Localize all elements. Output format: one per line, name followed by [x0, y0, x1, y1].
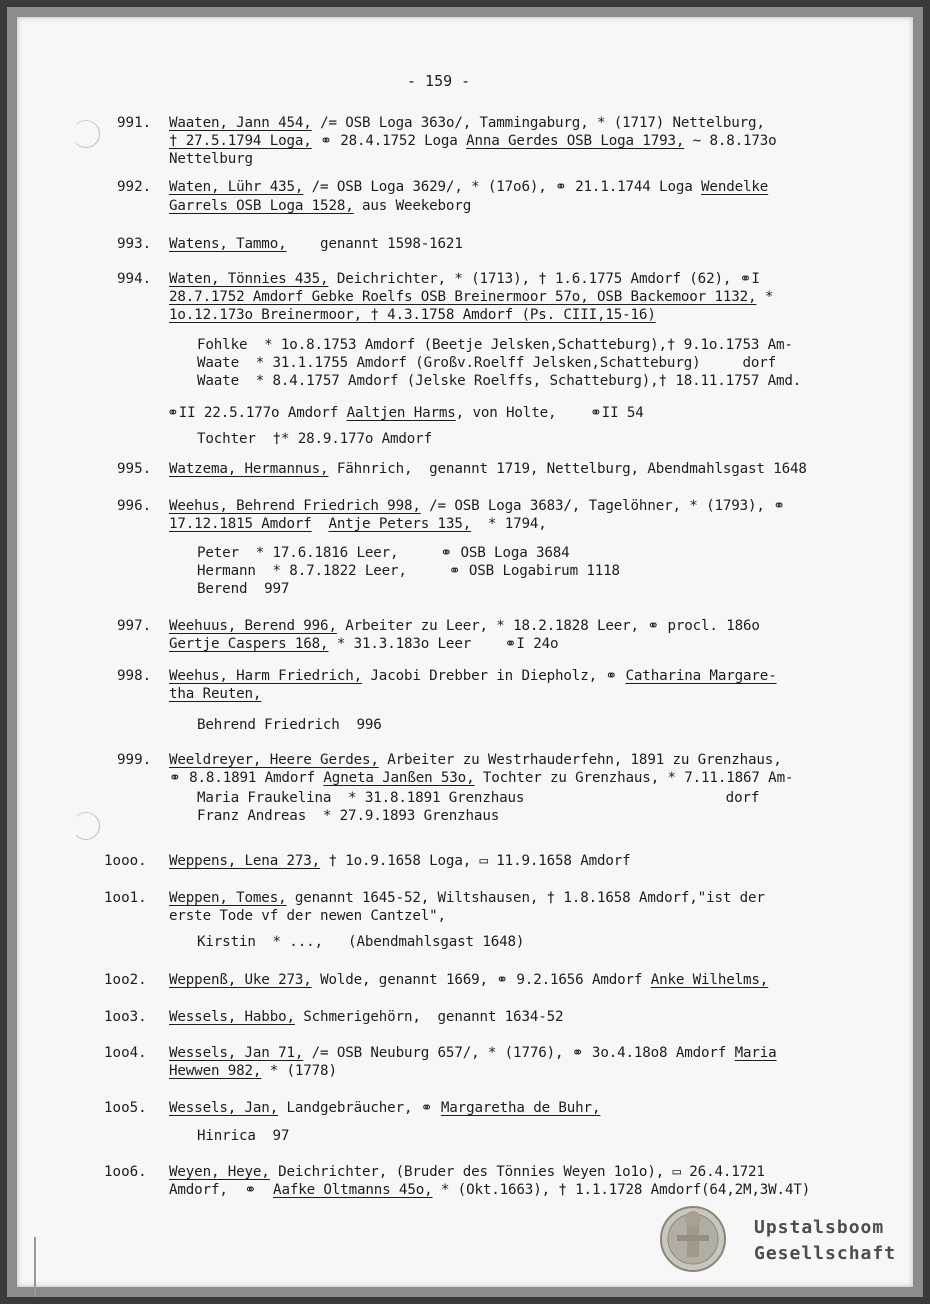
- underlined-text: Hewwen 982,: [169, 1063, 262, 1079]
- entry-line: [169, 770, 793, 786]
- underlined-text: Anna Gerdes OSB Loga 1793,: [466, 133, 685, 149]
- underlined-text: 1o.12.173o Breinermoor, † 4.3.1758 Amdorf (Ps. CIII,15-16): [169, 307, 656, 323]
- underlined-text: Agneta Janßen 53o,: [323, 770, 475, 786]
- underlined-text: Weehuus, Berend 996,: [169, 618, 337, 634]
- entry-line: [197, 717, 382, 733]
- underlined-text: Catharina Margare-: [625, 668, 777, 684]
- underlined-text: Weppenß, Uke 273,: [169, 972, 312, 988]
- entry-line: [169, 1045, 777, 1061]
- entry-line: [169, 1009, 563, 1025]
- punch-hole-mark: [72, 120, 100, 148]
- entry-text: Fohlke * 1o.8.1753 Amdorf (Beetje Jelsken,Schatteburg),† 9.1o.1753 Am-: [197, 337, 793, 353]
- page-number: - 159 -: [407, 72, 471, 90]
- underlined-text: Watens, Tammo,: [169, 236, 287, 252]
- entry-line: [169, 972, 768, 988]
- entry-text: Landgebräucher, ⚭: [278, 1100, 441, 1116]
- entry-line: [169, 271, 760, 287]
- underlined-text: Waaten, Jann 454,: [169, 115, 312, 131]
- entry-line: [197, 563, 620, 579]
- entry-line: [169, 115, 765, 131]
- entry-line: [169, 1063, 337, 1079]
- entry-line: [167, 405, 644, 421]
- entry-line: [197, 337, 793, 353]
- entry-text: Hermann * 8.7.1822 Leer, ⚭ OSB Logabirum 1118: [197, 563, 620, 579]
- entry-text: /= OSB Loga 363o/, Tammingaburg, * (1717) Nettelburg,: [311, 115, 765, 131]
- entry-line: [169, 636, 558, 652]
- entry-text: ~ 8.8.173o: [684, 133, 777, 149]
- entry-text: * 31.3.183o Leer ⚭I 24o: [328, 636, 559, 652]
- underlined-text: tha Reuten,: [169, 686, 262, 702]
- entry-text: ⚭ 28.4.1752 Loga: [311, 133, 467, 149]
- entry-text: Waate * 8.4.1757 Amdorf (Jelske Roelffs, Schatteburg),† 18.11.1757 Amd.: [197, 373, 802, 389]
- entry-number: 995.: [117, 461, 152, 477]
- underlined-text: † 27.5.1794 Loga,: [169, 133, 312, 149]
- entry-text: Nettelburg: [169, 151, 253, 167]
- brand-line-1: Upstalsboom: [754, 1217, 885, 1238]
- entry-number: 1oo3.: [104, 1009, 147, 1025]
- underlined-text: Waten, Tönnies 435,: [169, 271, 329, 287]
- entry-line: [169, 686, 261, 702]
- entry-line: [197, 581, 289, 597]
- entry-text: Berend 997: [197, 581, 290, 597]
- underlined-text: Maria: [734, 1045, 777, 1061]
- entry-text: genannt 1598-1621: [286, 236, 463, 252]
- entry-line: [197, 934, 524, 950]
- entry-line: [197, 355, 776, 371]
- entry-line: [169, 618, 760, 634]
- underlined-text: Antje Peters 135,: [328, 516, 472, 532]
- seal-logo: [659, 1205, 727, 1273]
- entry-line: [169, 1182, 810, 1198]
- entry-text: Wolde, genannt 1669, ⚭ 9.2.1656 Amdorf: [311, 972, 651, 988]
- entry-line: [169, 151, 253, 167]
- underlined-text: Weyen, Heye,: [169, 1164, 270, 1180]
- punch-hole-mark: [72, 812, 100, 840]
- entry-number: 1oo2.: [104, 972, 147, 988]
- entry-line: [197, 808, 499, 824]
- underlined-text: Weehus, Harm Friedrich,: [169, 668, 363, 684]
- entry-text: * 1794,: [471, 516, 547, 532]
- entry-number: 1oo1.: [104, 890, 147, 906]
- entry-text: ⚭II 22.5.177o Amdorf: [167, 405, 347, 421]
- entry-line: [169, 236, 463, 252]
- entry-line: [169, 133, 777, 149]
- entry-text: aus Weekeborg: [353, 198, 472, 214]
- entry-line: [197, 545, 570, 561]
- entry-line: [169, 890, 765, 906]
- entry-line: [169, 461, 807, 477]
- margin-line: [34, 1237, 36, 1297]
- entry-number: 1ooo.: [104, 853, 147, 869]
- underlined-text: Weppen, Tomes,: [169, 890, 287, 906]
- entry-text: /= OSB Loga 3629/, * (17o6), ⚭ 21.1.1744 Loga: [303, 179, 702, 195]
- entry-text: [312, 516, 329, 532]
- underlined-text: Weeldreyer, Heere Gerdes,: [169, 752, 379, 768]
- entry-line: [169, 307, 656, 323]
- entry-text: Waate * 31.1.1755 Amdorf (Großv.Roelff Jelsken,Schatteburg) dorf: [197, 355, 777, 371]
- entry-number: 999.: [117, 752, 152, 768]
- entry-number: 996.: [117, 498, 152, 514]
- entry-text: Behrend Friedrich 996: [197, 717, 382, 733]
- underlined-text: Watzema, Hermannus,: [169, 461, 329, 477]
- entry-text: Amdorf, ⚭: [169, 1182, 274, 1198]
- entry-text: * (1778): [261, 1063, 337, 1079]
- entry-text: * (Okt.1663), † 1.1.1728 Amdorf(64,2M,3W.4T): [432, 1182, 811, 1198]
- entry-line: [169, 1100, 600, 1116]
- underlined-text: Wendelke: [701, 179, 769, 195]
- entry-text: † 1o.9.1658 Loga, ▭ 11.9.1658 Amdorf: [320, 853, 631, 869]
- entry-text: Deichrichter, * (1713), † 1.6.1775 Amdorf (62), ⚭I: [328, 271, 760, 287]
- entry-line: [169, 853, 631, 869]
- entry-text: Franz Andreas * 27.9.1893 Grenzhaus: [197, 808, 500, 824]
- underlined-text: Wessels, Jan,: [169, 1100, 279, 1116]
- underlined-text: Garrels OSB Loga 1528,: [169, 198, 354, 214]
- entry-line: [169, 498, 785, 514]
- entry-text: Hinrica 97: [197, 1128, 290, 1144]
- underlined-text: 17.12.1815 Amdorf: [169, 516, 312, 532]
- underlined-text: Gertje Caspers 168,: [169, 636, 329, 652]
- entry-number: 1oo5.: [104, 1100, 147, 1116]
- entry-number: 998.: [117, 668, 152, 684]
- underlined-text: Aaltjen Harms: [346, 405, 456, 421]
- entry-text: genannt 1645-52, Wiltshausen, † 1.8.1658 Amdorf,"ist der: [286, 890, 765, 906]
- entry-line: [197, 373, 801, 389]
- entry-line: [169, 179, 768, 195]
- entry-text: Arbeiter zu Westrhauderfehn, 1891 zu Grenzhaus,: [378, 752, 782, 768]
- entry-text: *: [756, 289, 774, 305]
- underlined-text: Anke Wilhelms,: [650, 972, 769, 988]
- entry-line: [169, 1164, 765, 1180]
- entry-line: [197, 1128, 289, 1144]
- entry-number: 994.: [117, 271, 152, 287]
- entry-number: 992.: [117, 179, 152, 195]
- entry-text: Tochter zu Grenzhaus, * 7.11.1867 Am-: [474, 770, 794, 786]
- entry-text: Tochter †* 28.9.177o Amdorf: [197, 431, 432, 447]
- entry-line: [169, 198, 471, 214]
- document-page: [17, 17, 913, 1287]
- entry-text: Deichrichter, (Bruder des Tönnies Weyen 1o1o), ▭ 26.4.1721: [269, 1164, 765, 1180]
- entry-text: erste Tode vf der newen Cantzel",: [169, 908, 446, 924]
- underlined-text: Wessels, Habbo,: [169, 1009, 295, 1025]
- entry-line: [169, 289, 773, 305]
- entry-text: Fähnrich, genannt 1719, Nettelburg, Abendmahlsgast 1648: [328, 461, 807, 477]
- underlined-text: Wessels, Jan 71,: [169, 1045, 304, 1061]
- entry-text: Kirstin * ..., (Abendmahlsgast 1648): [197, 934, 525, 950]
- entry-number: 993.: [117, 236, 152, 252]
- entry-text: /= OSB Loga 3683/, Tagelöhner, * (1793), ⚭: [420, 498, 785, 514]
- entry-number: 991.: [117, 115, 152, 131]
- underlined-text: Aafke Oltmanns 45o,: [273, 1182, 433, 1198]
- entry-number: 997.: [117, 618, 152, 634]
- entry-number: 1oo4.: [104, 1045, 147, 1061]
- entry-line: [169, 516, 547, 532]
- entry-text: ⚭ 8.8.1891 Amdorf: [169, 770, 324, 786]
- entry-text: Jacobi Drebber in Diepholz, ⚭: [362, 668, 626, 684]
- entry-text: Maria Fraukelina * 31.8.1891 Grenzhaus dorf: [197, 790, 760, 806]
- underlined-text: Weppens, Lena 273,: [169, 853, 321, 869]
- entry-line: [169, 908, 446, 924]
- underlined-text: 28.7.1752 Amdorf Gebke Roelfs OSB Breinermoor 57o, OSB Backemoor 1132,: [169, 289, 757, 305]
- entry-text: Peter * 17.6.1816 Leer, ⚭ OSB Loga 3684: [197, 545, 570, 561]
- underlined-text: Margaretha de Buhr,: [440, 1100, 601, 1116]
- entry-text: , von Holte, ⚭II 54: [455, 405, 644, 421]
- entry-text: Arbeiter zu Leer, * 18.2.1828 Leer, ⚭ procl. 186o: [336, 618, 760, 634]
- entry-line: [197, 790, 759, 806]
- brand-line-2: Gesellschaft: [754, 1243, 897, 1264]
- entry-line: [169, 668, 777, 684]
- underlined-text: Waten, Lühr 435,: [169, 179, 304, 195]
- entry-number: 1oo6.: [104, 1164, 147, 1180]
- entry-text: /= OSB Neuburg 657/, * (1776), ⚭ 3o.4.18o8 Amdorf: [303, 1045, 735, 1061]
- underlined-text: Weehus, Behrend Friedrich 998,: [169, 498, 421, 514]
- entry-text: Schmerigehörn, genannt 1634-52: [294, 1009, 564, 1025]
- entry-line: [197, 431, 432, 447]
- entry-line: [169, 752, 782, 768]
